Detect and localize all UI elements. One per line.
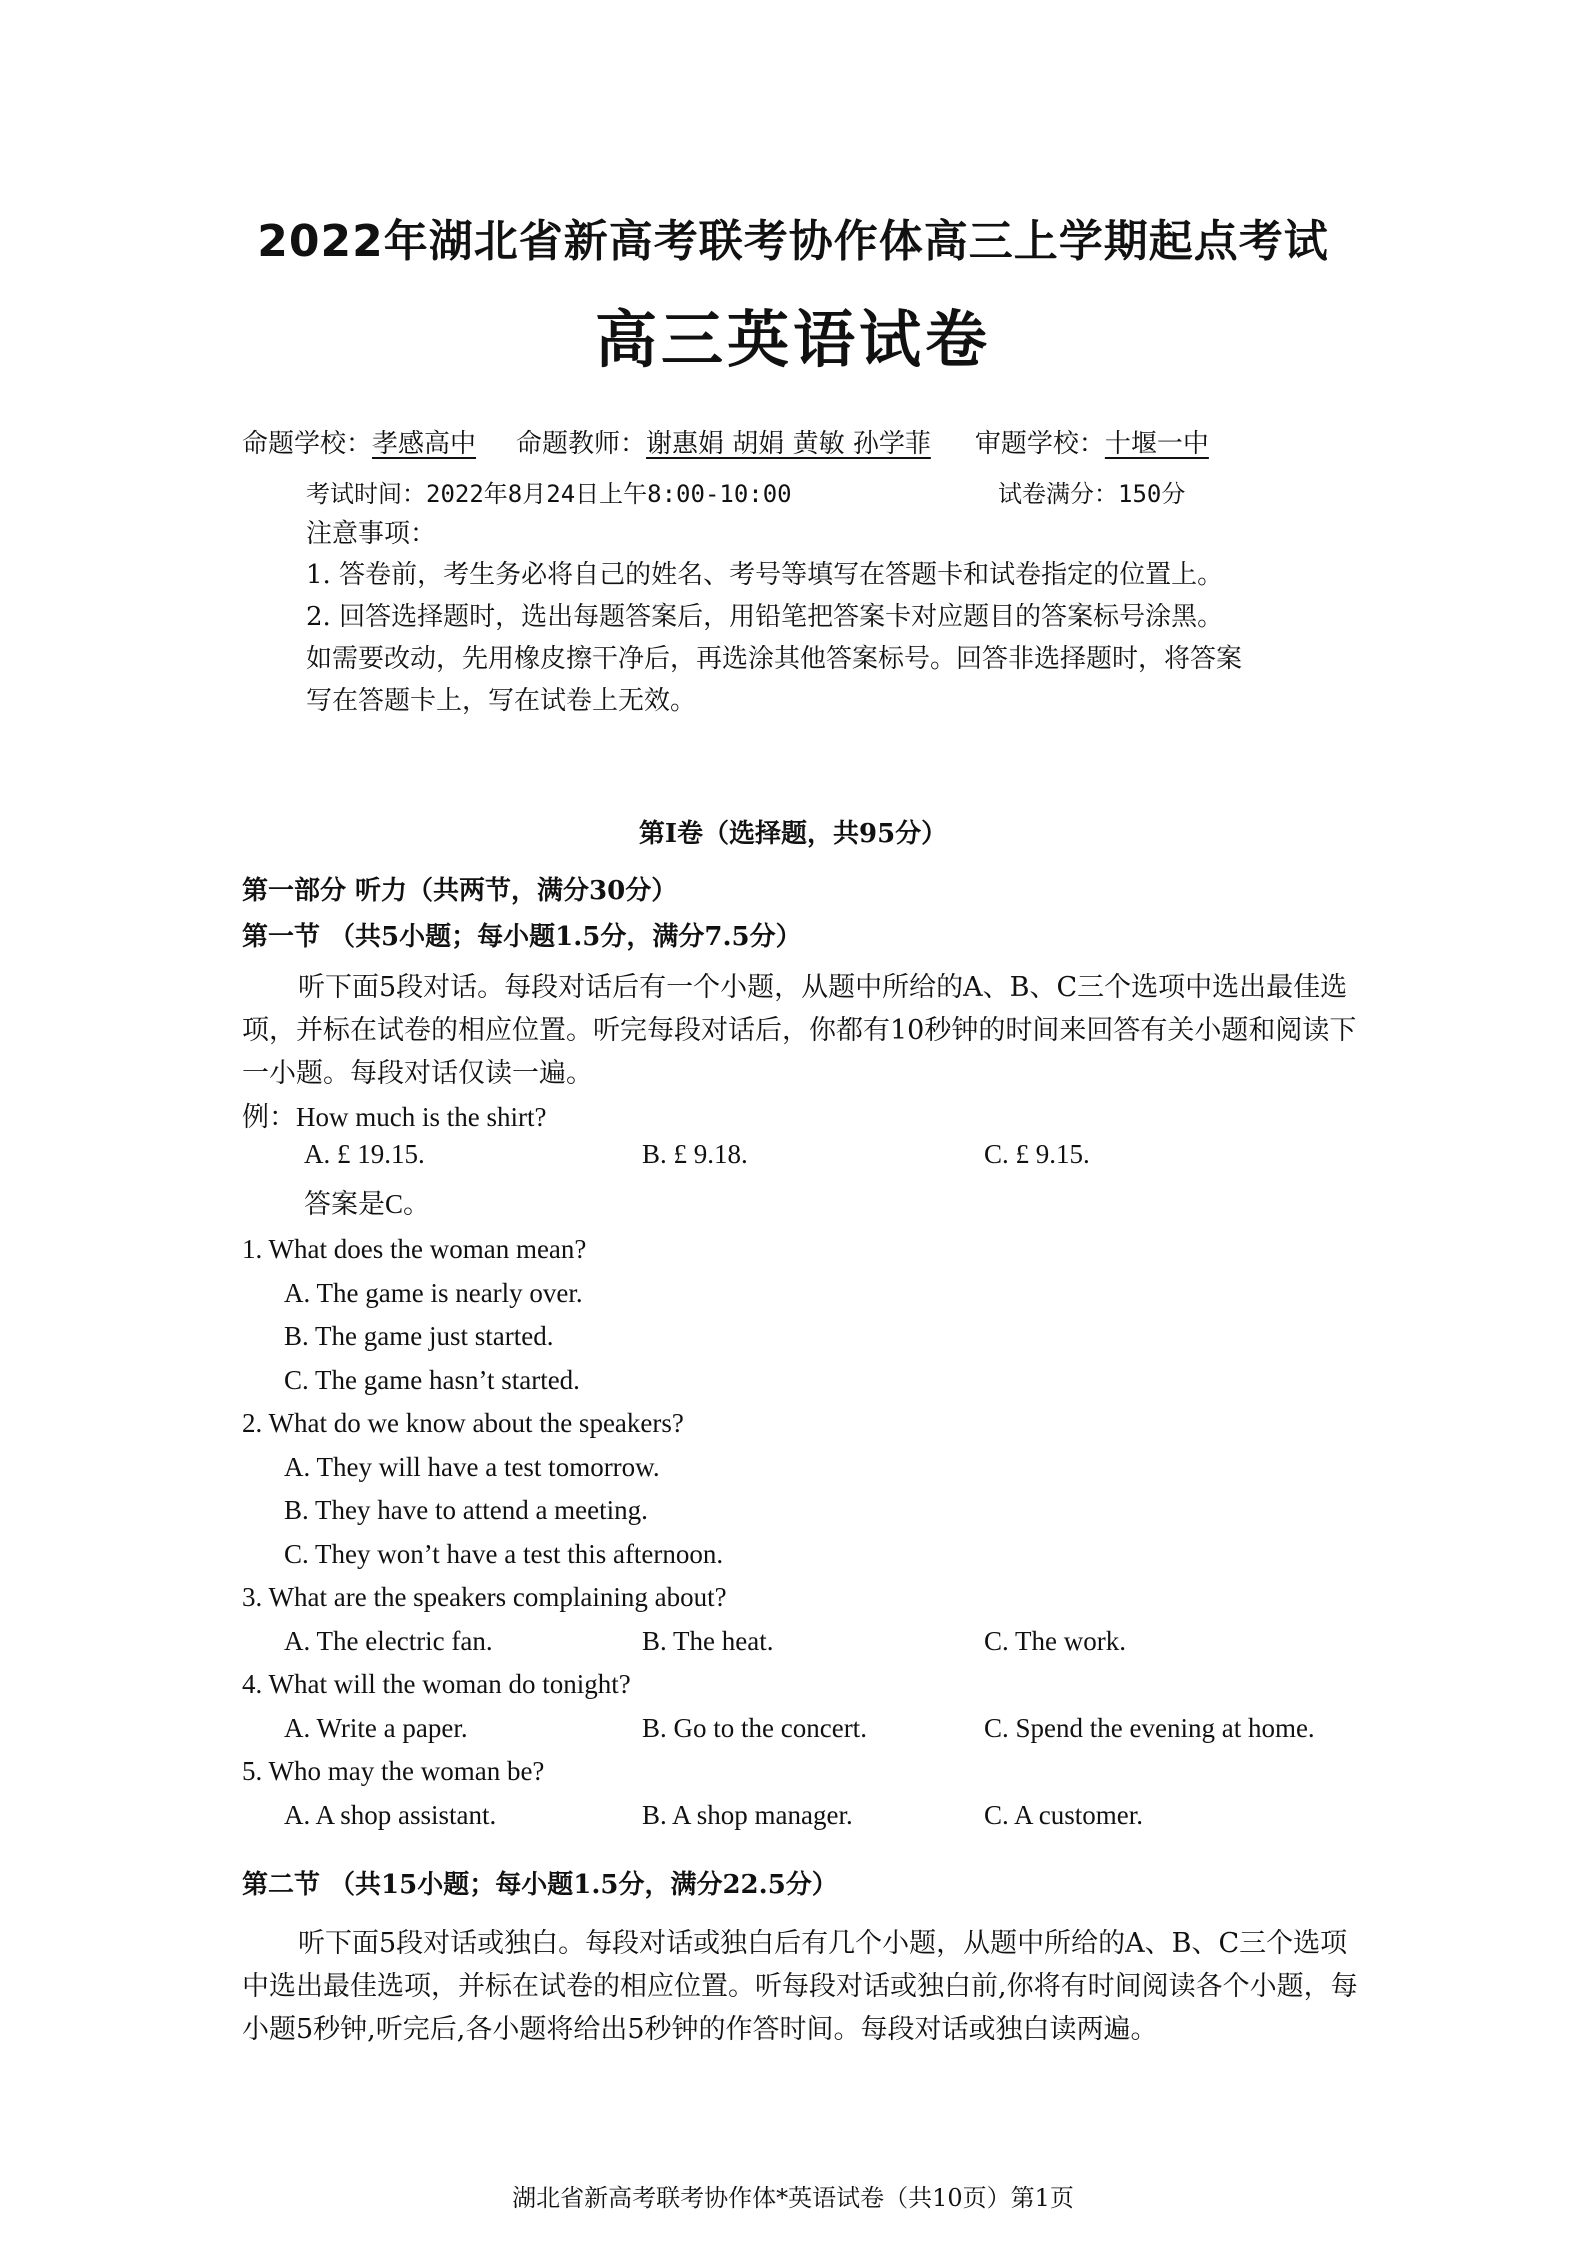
section2-instructions: 听下面5段对话或独白。每段对话或独白后有几个小题，从题中所给的A、B、C三个选项中选出最佳选项，并标在试卷的相应位置。听每段对话或独白前,你将有时间阅读各个小题，每小题5秒钟,听完后,各小题将给出5秒钟的作答时间。每段对话或独白读两遍。	[242, 1928, 1358, 2045]
example-option-b: B. £ 9.18.	[642, 1139, 748, 1169]
section2-title: 第二节 （共15小题；每小题1.5分，满分22.5分）	[242, 1870, 838, 1900]
school: 孝感高中	[372, 429, 477, 459]
school-label: 命题学校：	[242, 429, 373, 459]
exam-title: 2022年湖北省新高考联考协作体高三上学期起点考试	[257, 216, 1329, 267]
question-2: 2. What do we know about the speakers?	[242, 1408, 684, 1438]
example-option-c: C. £ 9.15.	[984, 1139, 1090, 1169]
question-1: 1. What does the woman mean?	[242, 1234, 587, 1264]
notice-item-2: 2. 回答选择题时，选出每题答案后，用铅笔把答案卡对应题目的答案标号涂黑。	[306, 602, 1224, 632]
exam-score: 试卷满分：150分	[998, 480, 1186, 508]
q4-option-c: C. Spend the evening at home.	[984, 1713, 1315, 1743]
example-option-a: A. £ 19.15.	[304, 1139, 425, 1169]
paper-title: 高三英语试卷	[594, 303, 991, 376]
q5-option-c: C. A customer.	[984, 1800, 1144, 1830]
q1-option-b: B. The game just started.	[284, 1321, 554, 1351]
section1-instructions: 听下面5段对话。每段对话后有一个小题，从题中所给的A、B、C三个选项中选出最佳选项，并标在试卷的相应位置。听完每段对话后，你都有10秒钟的时间来回答有关小题和阅读下一小题。每段对话仅读一遍。	[242, 972, 1357, 1089]
review-label: 审题学校：	[974, 429, 1105, 459]
meta-line	[242, 423, 1209, 460]
notice-item-1: 1. 答卷前，考生务必将自己的姓名、考号等填写在答题卡和试卷指定的位置上。	[306, 560, 1224, 590]
teachers: 谢惠娟 胡娟 黄敏 孙学菲	[646, 429, 931, 459]
page-footer: 湖北省新高考联考协作体*英语试卷（共10页）第1页	[512, 2184, 1074, 2212]
q2-option-a: A. They will have a test tomorrow.	[284, 1452, 660, 1482]
q5-option-a: A. A shop assistant.	[284, 1800, 497, 1830]
q1-option-a: A. The game is nearly over.	[284, 1278, 583, 1308]
q2-option-c: C. They won’t have a test this afternoon.	[284, 1539, 724, 1569]
volume-title: 第I卷（选择题，共95分）	[638, 819, 948, 849]
q2-option-b: B. They have to attend a meeting.	[284, 1495, 648, 1525]
question-4: 4. What will the woman do tonight?	[242, 1669, 631, 1699]
q1-option-c: C. The game hasn’t started.	[284, 1365, 580, 1395]
q3-option-c: C. The work.	[984, 1626, 1126, 1656]
q4-option-a: A. Write a paper.	[284, 1713, 468, 1743]
question-3: 3. What are the speakers complaining about?	[242, 1582, 727, 1612]
part1-title: 第一部分 听力（共两节，满分30分）	[242, 876, 678, 906]
notice-item-2-end: 写在答题卡上，写在试卷上无效。	[306, 686, 697, 716]
q5-option-b: B. A shop manager.	[642, 1800, 853, 1830]
section1-title: 第一节 （共5小题；每小题1.5分，满分7.5分）	[242, 922, 802, 952]
example-question: 例：How much is the shirt?	[242, 1102, 547, 1132]
example-answer: 答案是C。	[304, 1189, 431, 1219]
notice-heading: 注意事项：	[306, 519, 437, 549]
exam-time: 考试时间：2022年8月24日上午8:00-10:00	[306, 480, 792, 508]
q3-option-b: B. The heat.	[642, 1626, 774, 1656]
review-school: 十堰一中	[1104, 429, 1209, 459]
q3-option-a: A. The electric fan.	[284, 1626, 493, 1656]
teacher-label: 命题教师：	[516, 429, 647, 459]
question-5: 5. Who may the woman be?	[242, 1756, 545, 1786]
q4-option-b: B. Go to the concert.	[642, 1713, 867, 1743]
notice-item-2-cont: 如需要改动，先用橡皮擦干净后，再选涂其他答案标号。回答非选择题时，将答案	[306, 644, 1243, 674]
